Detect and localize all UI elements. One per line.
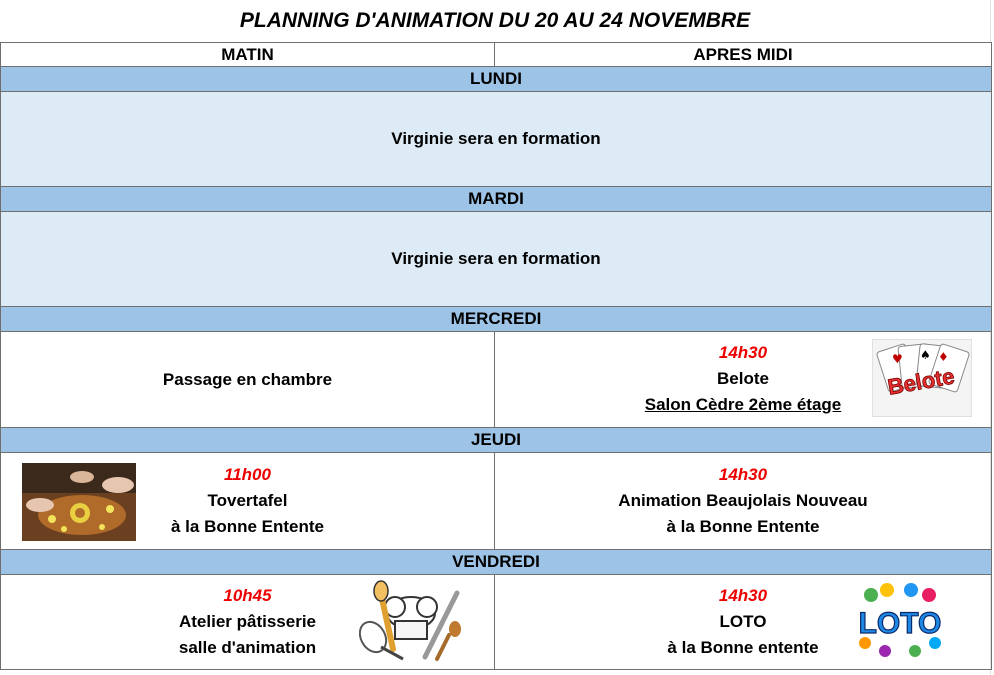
day-header-tuesday: MARDI — [1, 187, 992, 212]
wednesday-morning-activity: Passage en chambre — [162, 369, 333, 389]
day-header-monday: LUNDI — [1, 67, 992, 92]
activity-row-friday — [1, 575, 992, 670]
day-row-monday — [1, 67, 992, 92]
friday-morning-time: 10h45 — [223, 586, 272, 605]
monday-full-day: Virginie sera en formation — [1, 92, 992, 187]
activity-row-monday — [1, 92, 992, 187]
column-header-row — [1, 43, 992, 67]
thursday-afternoon-time: 14h30 — [718, 465, 768, 484]
loto-logo — [849, 581, 951, 661]
belote-logo-text: Belote — [885, 363, 957, 400]
day-row-friday — [1, 550, 992, 575]
thursday-afternoon-place: à la Bonne Entente — [666, 517, 820, 536]
friday-morning-place: salle d'animation — [178, 638, 317, 657]
thursday-afternoon-activity: Animation Beaujolais Nouveau — [618, 491, 868, 510]
column-header-morning: MATIN — [1, 43, 495, 67]
friday-morning-cell — [1, 575, 495, 670]
planning-table — [0, 42, 992, 670]
day-row-wednesday — [1, 307, 992, 332]
activity-row-thursday — [1, 453, 992, 550]
friday-afternoon-place: à la Bonne entente — [667, 638, 819, 657]
day-header-thursday: JEUDI — [1, 428, 992, 453]
day-header-wednesday: MERCREDI — [1, 307, 992, 332]
tuesday-full-day: Virginie sera en formation — [1, 212, 992, 307]
thursday-afternoon-cell — [495, 453, 992, 550]
svg-text:♠: ♠ — [920, 348, 931, 362]
wednesday-afternoon-cell — [495, 332, 992, 428]
wednesday-afternoon-place: Salon Cèdre 2ème étage — [644, 395, 842, 414]
thursday-morning-time: 11h00 — [224, 465, 271, 484]
friday-morning-activity: Atelier pâtisserie — [178, 612, 316, 631]
day-row-thursday — [1, 428, 992, 453]
playing-cards-image — [872, 339, 972, 417]
wednesday-afternoon-activity: Belote — [717, 369, 769, 388]
wednesday-afternoon-time: 14h30 — [718, 343, 768, 362]
column-header-afternoon: APRES MIDI — [495, 43, 992, 67]
page-title: PLANNING D'ANIMATION DU 20 AU 24 NOVEMBRE — [239, 9, 751, 32]
thursday-morning-cell — [1, 453, 495, 550]
loto-logo-text: LOTO — [858, 607, 942, 640]
pastry-chef-icon — [359, 579, 469, 663]
friday-afternoon-cell — [495, 575, 992, 670]
svg-text:♦: ♦ — [938, 350, 949, 364]
friday-afternoon-activity: LOTO — [719, 612, 767, 631]
day-header-friday: VENDREDI — [1, 550, 992, 575]
thursday-morning-place: à la Bonne Entente — [170, 517, 325, 536]
thursday-morning-activity: Tovertafel — [207, 491, 288, 510]
friday-afternoon-time: 14h30 — [718, 586, 768, 605]
wednesday-morning-cell — [1, 332, 495, 428]
day-row-tuesday — [1, 187, 992, 212]
activity-row-wednesday — [1, 332, 992, 428]
svg-text:♥: ♥ — [892, 352, 903, 366]
activity-row-tuesday — [1, 212, 992, 307]
tovertafel-photo — [22, 463, 136, 541]
